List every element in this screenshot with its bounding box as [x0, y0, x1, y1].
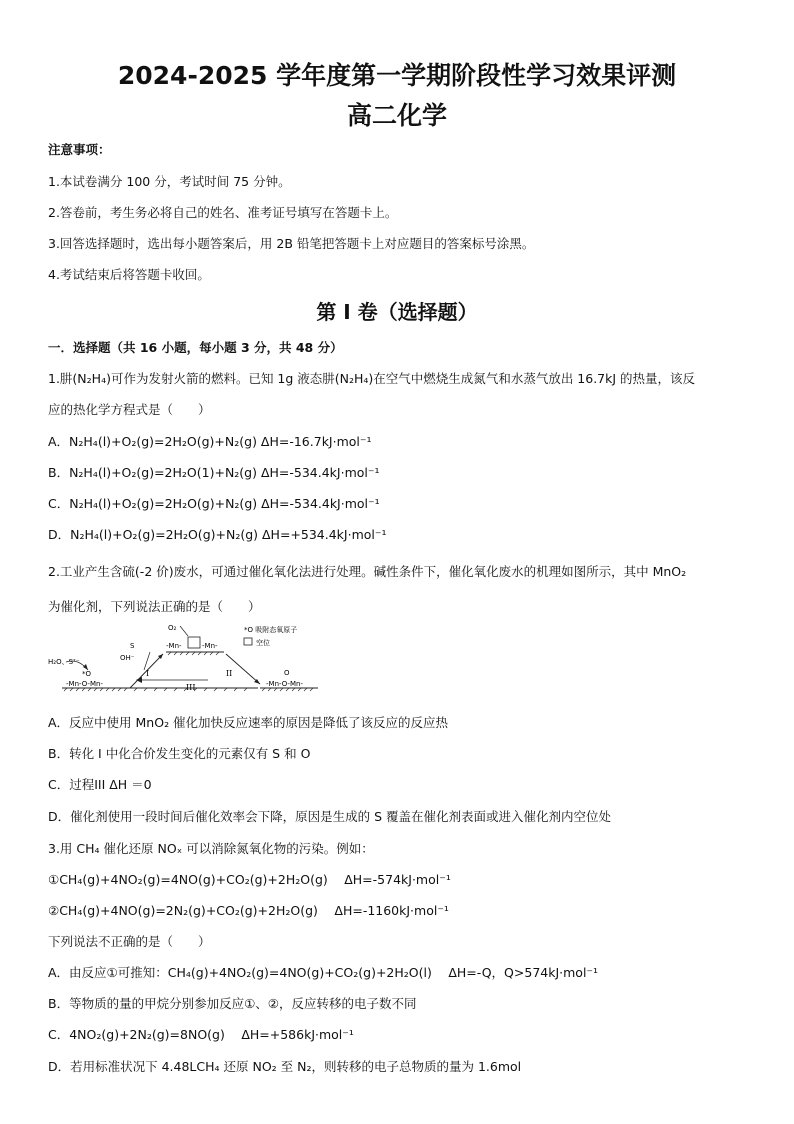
- label-step2: II: [226, 669, 233, 678]
- q3-stem: 3.用 CH₄ 催化还原 NOₓ 可以消除氮氧化物的污染。例如：: [48, 841, 374, 856]
- q1-stem-line2: 应的热化学方程式是（ ）: [48, 402, 211, 417]
- label-o-top: O: [284, 669, 290, 677]
- q2-option-c: C．过程III ΔH ＝0: [48, 777, 152, 792]
- vacancy-box: [188, 637, 200, 648]
- legend-vacancy-box: [244, 638, 252, 645]
- legend-o: *O 吸附态氧原子: [244, 626, 298, 634]
- note-item: 4.考试结束后将答题卡收回。: [48, 267, 210, 282]
- q3-option-a: A．由反应①可推知：CH₄(g)+4NO₂(g)=4NO(g)+CO₂(g)+2H₂O(l) ΔH=-Q，Q>574kJ·mol⁻¹: [48, 965, 599, 980]
- label-mn-left: -Mn-: [166, 642, 182, 650]
- label-star-o: *O: [82, 670, 92, 678]
- note-item: 3.回答选择题时，选出每小题答案后，用 2B 铅笔把答题卡上对应题目的答案标号涂黑。: [48, 236, 535, 251]
- part-heading: 一．选择题（共 16 小题，每小题 3 分，共 48 分）: [48, 340, 343, 355]
- exam-subject: 高二化学: [346, 101, 447, 130]
- label-surface-right: -Mn-O-Mn-: [266, 680, 303, 688]
- q3-option-b: B．等物质的量的甲烷分别参加反应①、②，反应转移的电子数不同: [48, 996, 417, 1011]
- note-item: 2.答卷前，考生务必将自己的姓名、准考证号填写在答题卡上。: [48, 205, 398, 220]
- label-oh: OH⁻: [120, 654, 135, 662]
- label-step3: III: [186, 683, 196, 692]
- note-item: 1.本试卷满分 100 分，考试时间 75 分钟。: [48, 174, 291, 189]
- q2-option-d: D．催化剂使用一段时间后催化效率会下降，原因是生成的 S 覆盖在催化剂表面或进入催化剂内空位处: [48, 809, 612, 824]
- label-step1: I: [146, 669, 150, 678]
- notes-heading: 注意事项：: [48, 142, 111, 157]
- q1-option-a: A．N₂H₄(l)+O₂(g)=2H₂O(g)+N₂(g) ΔH=-16.7kJ·mol⁻¹: [48, 434, 372, 449]
- q2-option-a: A．反应中使用 MnO₂ 催化加快反应速率的原因是降低了该反应的反应热: [48, 715, 449, 730]
- legend-vacancy: 空位: [256, 639, 270, 647]
- exam-title: 2024-2025 学年度第一学期阶段性学习效果评测: [117, 61, 677, 90]
- q1-option-b: B．N₂H₄(l)+O₂(g)=2H₂O(1)+N₂(g) ΔH=-534.4kJ·mol⁻¹: [48, 465, 380, 480]
- q3-question: 下列说法不正确的是（ ）: [48, 934, 211, 949]
- q1-option-c: C．N₂H₄(l)+O₂(g)=2H₂O(g)+N₂(g) ΔH=-534.4kJ·mol⁻¹: [48, 496, 380, 511]
- q2-option-b: B．转化 I 中化合价发生变化的元素仅有 S 和 O: [48, 746, 311, 761]
- label-mn-right: -Mn-: [202, 642, 218, 650]
- q2-stem-line1: 2.工业产生含硫(-2 价)废水，可通过催化氧化法进行处理。碱性条件下，催化氧化废水的机理如图所示，其中 MnO₂: [48, 564, 687, 579]
- q1-stem-line1: 1.肼(N₂H₄)可作为发射火箭的燃料。已知 1g 液态肼(N₂H₄)在空气中燃烧生成氮气和水蒸气放出 16.7kJ 的热量，该反: [48, 371, 696, 386]
- q3-equation-1: ①CH₄(g)+4NO₂(g)=4NO(g)+CO₂(g)+2H₂O(g) ΔH=-574kJ·mol⁻¹: [48, 872, 451, 887]
- arrow-s: [144, 652, 150, 670]
- catalytic-mechanism-diagram: [48, 618, 348, 700]
- q2-stem-line2: 为催化剂，下列说法正确的是（ ）: [48, 599, 261, 614]
- label-surface-left: -Mn-O-Mn-: [66, 680, 103, 688]
- label-reactants: H₂O、S²⁻: [48, 658, 80, 666]
- q3-option-c: C．4NO₂(g)+2N₂(g)=8NO(g) ΔH=+586kJ·mol⁻¹: [48, 1027, 354, 1042]
- q1-option-d: D．N₂H₄(l)+O₂(g)=2H₂O(g)+N₂(g) ΔH=+534.4kJ·mol⁻¹: [48, 527, 387, 542]
- arrow-o2: [180, 626, 188, 636]
- label-o2: O₂: [168, 624, 177, 632]
- arrowhead: [136, 677, 142, 683]
- q3-equation-2: ②CH₄(g)+4NO(g)=2N₂(g)+CO₂(g)+2H₂O(g) ΔH=-1160kJ·mol⁻¹: [48, 903, 449, 918]
- q3-option-d: D．若用标准状况下 4.48LCH₄ 还原 NO₂ 至 N₂，则转移的电子总物质的量为 1.6mol: [48, 1059, 522, 1074]
- section-title: 第 I 卷（选择题）: [316, 300, 478, 324]
- label-s: S: [130, 642, 135, 650]
